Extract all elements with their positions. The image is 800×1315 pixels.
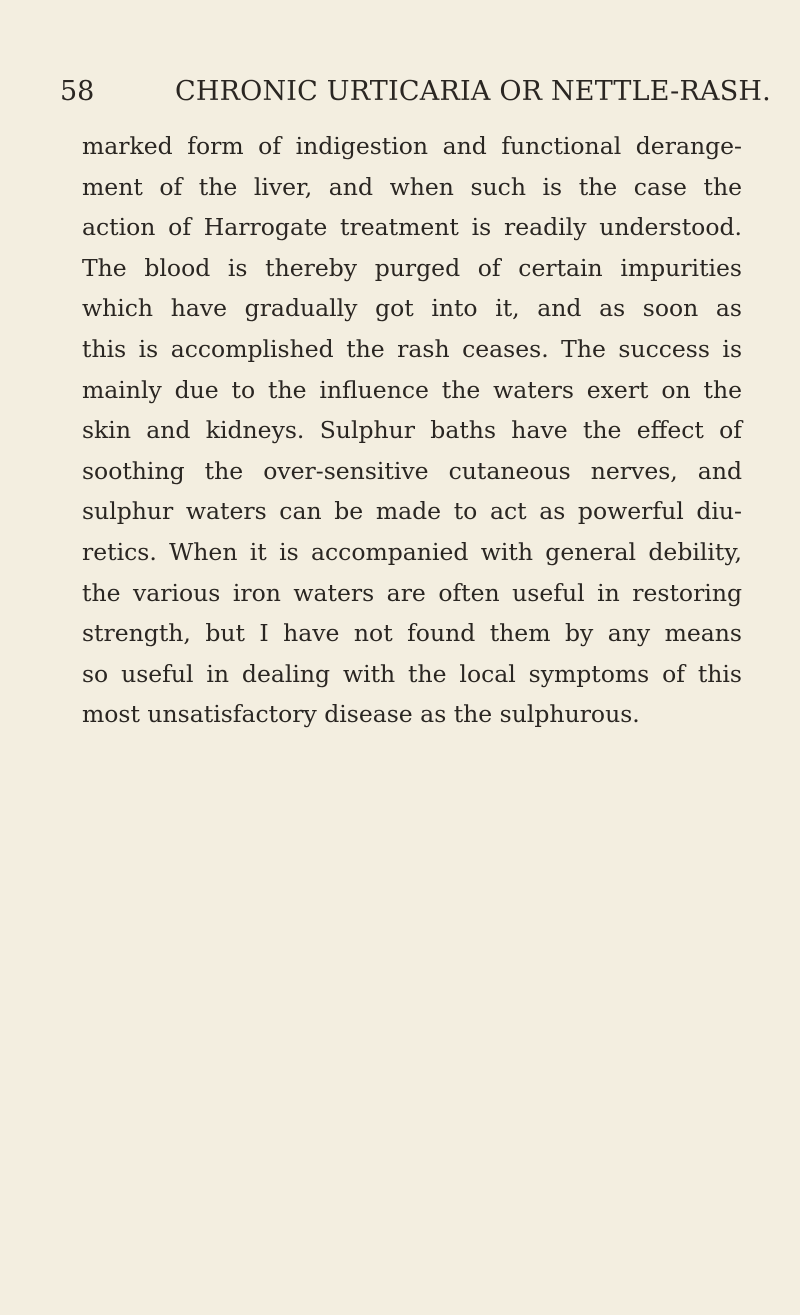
- text-line: the various iron waters are often useful in restoring: [82, 578, 742, 607]
- text-line: The blood is thereby purged of certain impurities: [82, 253, 742, 282]
- text-line: this is accomplished the rash ceases. The success is: [82, 334, 742, 363]
- text-line: skin and kidneys. Sulphur baths have the effect of: [82, 416, 742, 445]
- text-line: strength, but I have not found them by any means: [82, 619, 742, 648]
- text-line: most unsatisfactory disease as the sulphurous.: [82, 700, 640, 729]
- text-line: sulphur waters can be made to act as powerful diu-: [82, 497, 742, 526]
- text-line: so useful in dealing with the local symptoms of this: [82, 659, 742, 688]
- text-line: which have gradually got into it, and as soon as: [82, 294, 742, 323]
- text-line: soothing the over-sensitive cutaneous nerves, and: [82, 456, 742, 485]
- page-number: 58: [60, 76, 95, 107]
- running-title: CHRONIC URTICARIA OR NETTLE-RASH.: [175, 76, 771, 107]
- text-line: ment of the liver, and when such is the case the: [82, 172, 742, 201]
- running-head: [60, 72, 771, 112]
- text-line: retics. When it is accompanied with general debility,: [82, 537, 742, 566]
- text-line: mainly due to the influence the waters exert on the: [82, 375, 742, 404]
- text-line: action of Harrogate treatment is readily understood.: [82, 213, 742, 242]
- text-line: marked form of indigestion and functional derange-: [82, 132, 742, 160]
- body-paragraph: [82, 126, 742, 735]
